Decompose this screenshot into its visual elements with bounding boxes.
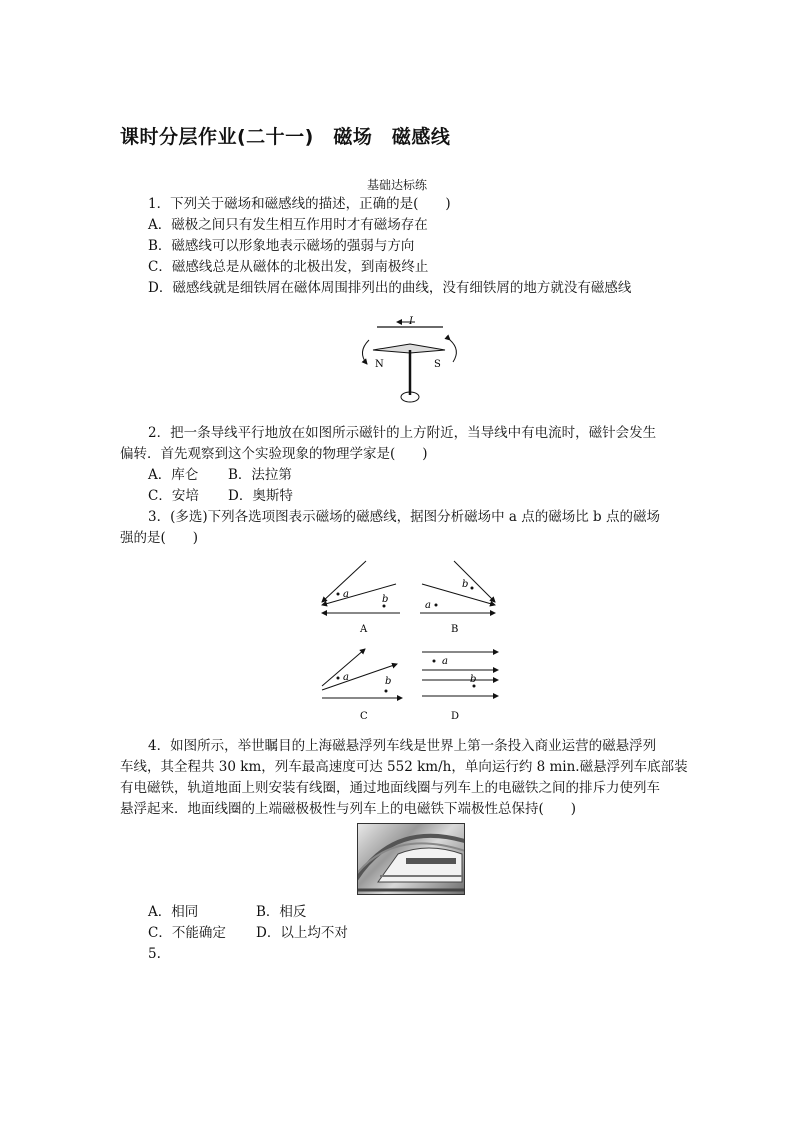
q4-option-c: C．不能确定 [148,925,226,941]
south-label: S [434,359,441,370]
q2-option-d: D．奥斯特 [228,488,293,504]
label-b: b [382,594,389,605]
section-heading: 基础达标练 [366,178,427,192]
field-lines-figure [312,555,512,725]
label-b: b [470,674,477,685]
label-a: a [343,589,349,600]
caption-c: C [360,711,368,722]
label-b: b [462,579,469,590]
diagram-a [322,561,400,635]
caption-b: B [451,624,459,635]
q1-option-b: B．磁感线可以形象地表示磁场的强弱与方向 [148,238,415,254]
q3-stem-line2: 强的是( ) [120,530,199,546]
q4-line2: 车线，其全程共 30 km，列车最高速度可达 552 km/h，单向运行约 8 min.磁悬浮列车底部装 [120,759,688,775]
compass-wire-figure [355,312,465,406]
q3-stem-line1: 3．(多选)下列各选项图表示磁场的磁感线，据图分析磁场中 a 点的磁场比 b 点的磁场 [148,509,660,525]
diagram-d [422,652,498,722]
q2-stem-line1: 2．把一条导线平行地放在如图所示磁针的上方附近，当导线中有电流时，磁针会发生 [148,425,657,441]
q2-option-c: C．安培 [148,488,199,504]
q4-option-a: A．相同 [148,904,199,920]
q1-option-d: D．磁感线就是细铁屑在磁体周围排列出的曲线，没有细铁屑的地方就没有磁感线 [148,280,632,296]
rotation-arrow-left [362,340,369,364]
label-a: a [442,656,448,667]
q4-line3: 有电磁铁，轨道地面上则安装有线圈，通过地面线圈与列车上的电磁铁之间的排斥力使列车 [120,780,660,796]
current-label: I [409,316,413,327]
q1-option-c: C．磁感线总是从磁体的北极出发，到南极终止 [148,259,429,275]
diagram-b [420,561,495,635]
q2-stem-line2: 偏转．首先观察到这个实验现象的物理学家是( ) [120,446,428,462]
q4-option-d: D．以上均不对 [256,925,348,941]
q1-stem: 1．下列关于磁场和磁感线的描述，正确的是( ) [148,196,451,212]
maglev-train-photo [357,823,465,895]
label-a: a [343,672,349,683]
q2-option-a: A．库仑 [148,467,199,483]
north-label: N [375,359,384,370]
q4-option-b: B．相反 [256,904,307,920]
q2-option-b: B．法拉第 [228,467,292,483]
label-a: a [425,600,431,611]
q1-option-a: A．磁极之间只有发生相互作用时才有磁场存在 [148,217,428,233]
label-b: b [385,676,392,687]
q5-label: 5. [148,946,161,962]
caption-a: A [360,624,368,635]
page-title: 课时分层作业(二十一) 磁场 磁感线 [120,126,451,148]
diagram-c [322,649,402,722]
q4-line1: 4．如图所示，举世瞩目的上海磁悬浮列车线是世界上第一条投入商业运营的磁悬浮列 [148,738,657,754]
rotation-arrow-right [450,340,456,362]
q4-line4: 悬浮起来．地面线圈的上端磁极极性与列车上的电磁铁下端极性总保持( ) [120,801,577,817]
caption-d: D [451,711,460,722]
